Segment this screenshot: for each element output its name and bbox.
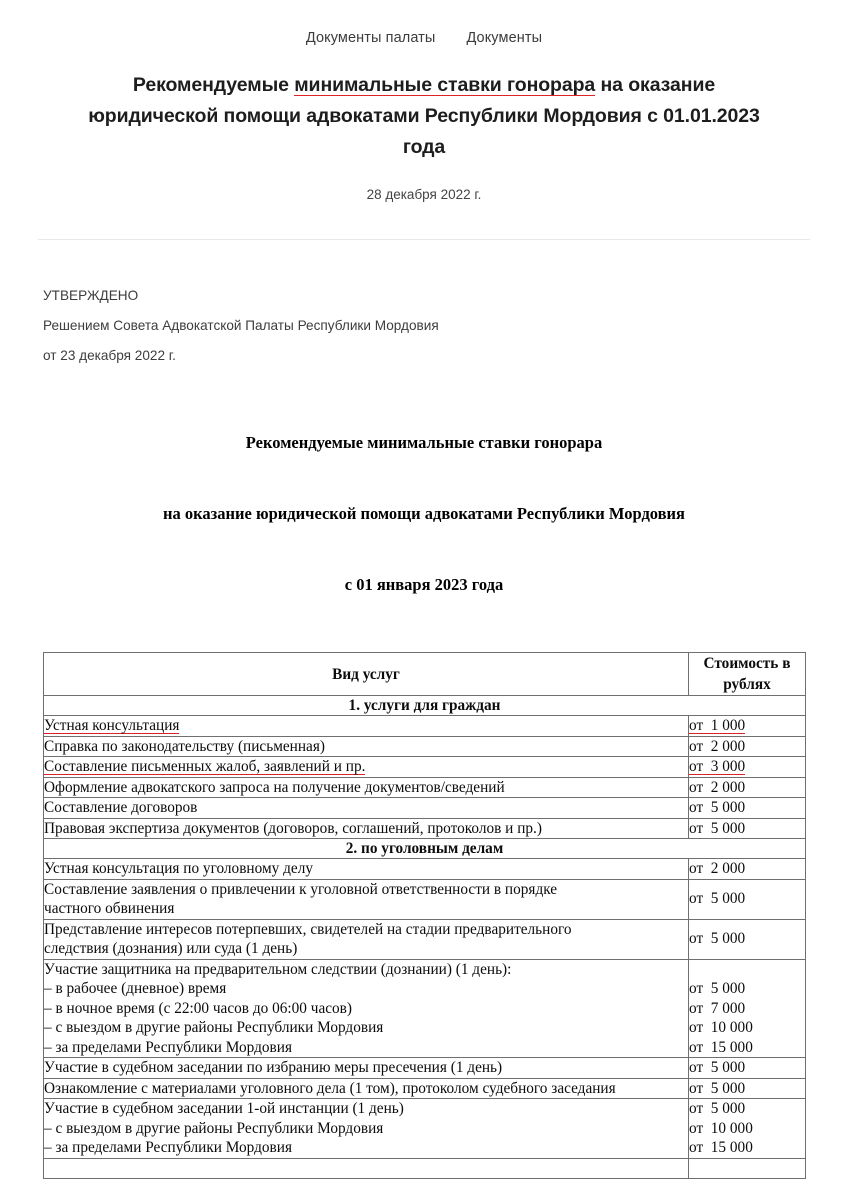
table-row xyxy=(44,818,806,839)
table-cell-price: от 2 000 xyxy=(689,736,806,757)
table-cell-service xyxy=(44,1099,689,1159)
rates-table xyxy=(43,652,806,1179)
approval-line-1: УТВЕРЖДЕНО xyxy=(43,288,139,303)
table-row xyxy=(44,859,806,880)
table-cell-price-line: от 15 000 xyxy=(689,1139,753,1156)
table-section-row xyxy=(44,839,806,859)
table-row xyxy=(44,959,806,1058)
table-cell-price-line: от 10 000 xyxy=(689,1019,753,1036)
table-cell-price xyxy=(689,1099,806,1159)
table-cell-price: от 5 000 xyxy=(689,818,806,839)
table-row xyxy=(44,1099,806,1159)
rates-table-wrapper xyxy=(43,652,805,1179)
table-cell-price: от 5 000 xyxy=(689,919,806,959)
table-header-row xyxy=(44,653,806,696)
highlighted-text: Составление письменных жалоб, заявлений и пр. xyxy=(44,758,366,775)
table-cell-service-line: – за пределами Республики Мордовия xyxy=(44,1139,292,1156)
table-cell-service-line: Участие защитника на предварительном следствии (дознании) (1 день): xyxy=(44,960,512,978)
table-cell-service: Оформление адвокатского запроса на получение документов/сведений xyxy=(44,777,689,798)
table-cell-service-line: – с выездом в другие районы Республики Мордовия xyxy=(44,1119,384,1137)
table-cell-price xyxy=(689,1158,806,1179)
table-section-row xyxy=(44,696,806,716)
table-cell-price-line xyxy=(689,960,805,980)
table-cell-price xyxy=(689,716,806,737)
table-cell-price-line: от 15 000 xyxy=(689,1038,753,1056)
approval-block xyxy=(43,281,848,371)
page-title xyxy=(69,70,779,163)
publication-date: 28 декабря 2022 г. xyxy=(366,187,482,202)
table-cell-service: Устная консультация по уголовному делу xyxy=(44,859,689,880)
table-cell-service-line: частного обвинения xyxy=(44,900,175,917)
table-cell-service-line: Участие в судебном заседании 1-ой инстанции (1 день) xyxy=(44,1100,404,1117)
table-cell-price xyxy=(689,757,806,778)
document-heading-line-2: на оказание юридической помощи адвокатами Республики Мордовия xyxy=(163,504,685,523)
table-row xyxy=(44,1158,806,1179)
table-cell-price: от 5 000 xyxy=(689,879,806,919)
highlighted-text: Устная консультация xyxy=(44,717,180,734)
page-title-part1: Рекомендуемые xyxy=(132,74,295,96)
column-header-price: Стоимость в рублях xyxy=(689,653,806,696)
table-cell-service: Ознакомление с материалами уголовного дела (1 том), протоколом судебного заседания xyxy=(44,1078,689,1099)
table-cell-price-line: от 10 000 xyxy=(689,1119,753,1137)
breadcrumb xyxy=(0,0,848,46)
table-cell-service xyxy=(44,919,689,959)
document-heading-line-1: Рекомендуемые минимальные ставки гонорара xyxy=(245,433,603,452)
table-cell-service-line: следствия (дознания) или суда (1 день) xyxy=(44,940,298,957)
header-divider xyxy=(38,239,810,240)
table-cell-service-line: – за пределами Республики Мордовия xyxy=(44,1038,292,1056)
breadcrumb-item-documents[interactable]: Документы xyxy=(466,30,543,46)
table-cell-service-line: – в ночное время (с 22:00 часов до 06:00 часов) xyxy=(44,999,352,1017)
table-cell-price: от 5 000 xyxy=(689,798,806,819)
table-cell-service xyxy=(44,716,689,737)
table-cell-service xyxy=(44,1158,689,1179)
breadcrumb-item-documents-palace[interactable]: Документы палаты xyxy=(305,30,436,46)
table-cell-price: от 2 000 xyxy=(689,859,806,880)
table-row xyxy=(44,798,806,819)
table-row xyxy=(44,1058,806,1079)
table-cell-service-line: – с выездом в другие районы Республики Мордовия xyxy=(44,1019,384,1036)
table-cell-service: Правовая экспертиза документов (договоров, соглашений, протоколов и пр.) xyxy=(44,818,689,839)
table-cell-service-line: Составление заявления о привлечении к уголовной ответственности в порядке xyxy=(44,880,558,898)
table-cell-service-line: Представление интересов потерпевших, свидетелей на стадии предварительного xyxy=(44,920,572,938)
table-cell-service xyxy=(44,959,689,1058)
table-cell-service: Составление договоров xyxy=(44,798,689,819)
page-title-part2: на оказание юридической помощи адвокатами Республики Мордовия с 01.01.2023 года xyxy=(88,74,760,158)
table-row xyxy=(44,777,806,798)
highlighted-text: от 3 000 xyxy=(689,758,746,775)
approval-line-2: Решением Совета Адвокатской Палаты Республики Мордовия xyxy=(43,318,439,333)
table-row xyxy=(44,879,806,919)
table-section-title: 1. услуги для граждан xyxy=(44,696,806,716)
table-cell-service: Справка по законодательству (письменная) xyxy=(44,736,689,757)
table-cell-price-line: от 7 000 xyxy=(689,999,746,1017)
table-cell-price: от 5 000 xyxy=(689,1058,806,1079)
approval-line-3: от 23 декабря 2022 г. xyxy=(43,348,176,363)
table-cell-price: от 5 000 xyxy=(689,1078,806,1099)
table-cell-service xyxy=(44,879,689,919)
table-cell-service-line: – в рабочее (дневное) время xyxy=(44,980,227,997)
document-heading xyxy=(0,433,848,595)
table-row xyxy=(44,1078,806,1099)
page-title-highlight: минимальные ставки гонорара xyxy=(294,74,596,96)
table-cell-price-line: от 5 000 xyxy=(689,980,746,997)
table-cell-service: Участие в судебном заседании по избранию меры пресечения (1 день) xyxy=(44,1058,689,1079)
table-section-title: 2. по уголовным делам xyxy=(44,839,806,859)
table-row xyxy=(44,716,806,737)
table-cell-service xyxy=(44,757,689,778)
document-heading-line-3: с 01 января 2023 года xyxy=(344,575,504,594)
table-cell-price xyxy=(689,959,806,1058)
column-header-service: Вид услуг xyxy=(44,653,689,696)
table-cell-price-line: от 5 000 xyxy=(689,1100,746,1117)
table-cell-price: от 2 000 xyxy=(689,777,806,798)
table-row xyxy=(44,736,806,757)
table-row xyxy=(44,919,806,959)
table-row xyxy=(44,757,806,778)
highlighted-text: от 1 000 xyxy=(689,717,746,734)
